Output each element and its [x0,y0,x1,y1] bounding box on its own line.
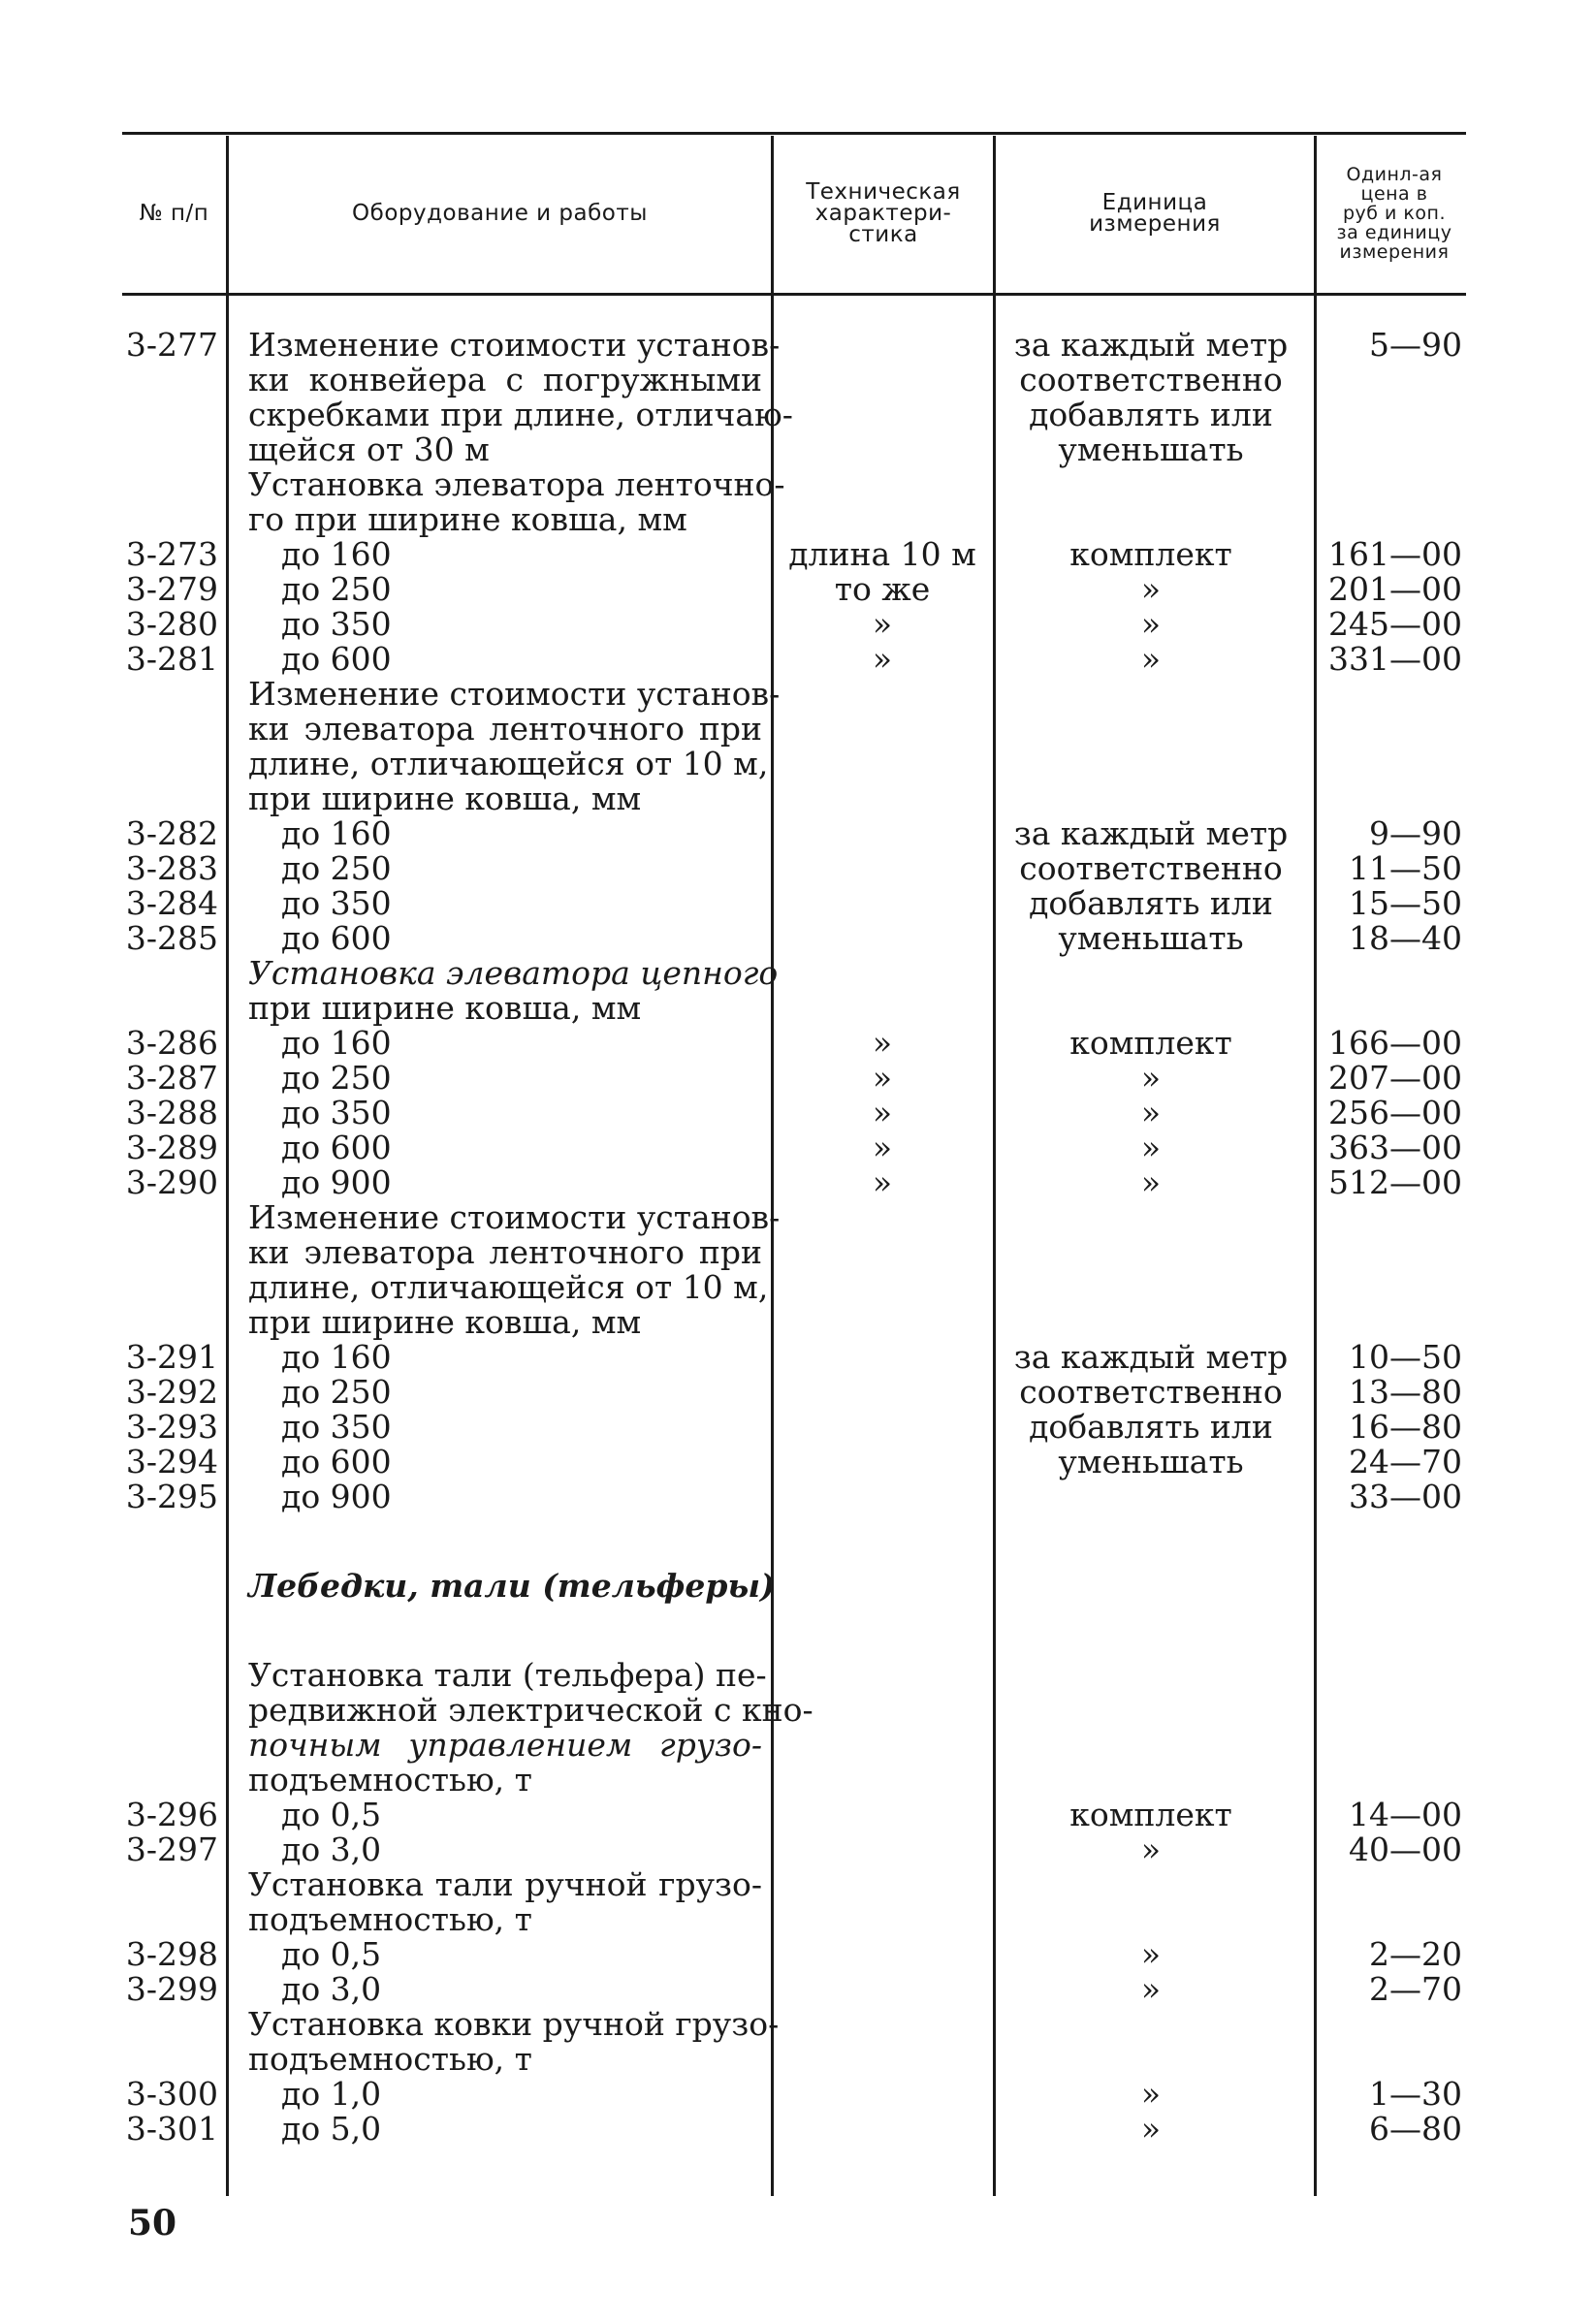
table-row [0,956,1595,991]
unit-of-measure: за каждый метр [1013,1338,1289,1376]
header-price-line: Одинл-ая [1346,164,1443,185]
table-row [0,1305,1595,1340]
table-row [0,1410,1595,1445]
unit-price: 11—50 [1349,849,1462,887]
header-work-label: Оборудование и работы [352,201,648,226]
work-description: Изменение стоимости установ- [248,675,781,713]
unit-price: 2—20 [1369,1935,1462,1973]
work-description: длине, отличающейся от 10 м, [248,1268,769,1306]
item-number: 3-281 [125,640,218,678]
table-row [0,1270,1595,1305]
work-description: Изменение стоимости установ- [248,1198,781,1236]
table-row [0,1480,1595,1514]
unit-of-measure: добавлять или [1029,396,1273,433]
unit-of-measure: » [1140,1059,1162,1097]
header-work [229,136,771,291]
unit-price: 161—00 [1328,535,1462,573]
table-row [0,642,1595,677]
unit-price: 9—90 [1369,814,1462,852]
unit-price: 201—00 [1328,570,1462,608]
unit-of-measure: » [1140,570,1162,608]
header-bottom-rule [122,293,1466,296]
item-number: 3-277 [125,326,218,364]
work-description: до 350 [281,884,392,922]
unit-of-measure: уменьшать [1058,430,1244,468]
header-price-line: за единицу [1336,222,1452,243]
unit-of-measure: добавлять или [1029,1408,1273,1446]
table-row [0,1937,1595,1972]
work-description: до 600 [281,1443,392,1480]
unit-price: 15—50 [1349,884,1462,922]
unit-price: 166—00 [1328,1024,1462,1062]
work-description: до 250 [281,849,392,887]
item-number: 3-300 [125,2075,218,2113]
work-description: Изменение стоимости установ- [248,326,781,364]
work-description: длине, отличающейся от 10 м, [248,745,769,782]
table-row [0,781,1595,816]
unit-price: 10—50 [1349,1338,1462,1376]
unit-price: 2—70 [1369,1970,1462,2008]
table-row [0,1514,1595,1569]
item-number: 3-301 [125,2110,218,2148]
unit-of-measure: добавлять или [1029,884,1273,922]
table-row [0,1061,1595,1096]
table-row [0,2112,1595,2147]
work-description: до 600 [281,640,392,678]
unit-of-measure: » [1140,640,1162,678]
unit-of-measure: » [1140,1094,1162,1131]
table-row [0,1569,1595,1604]
work-description: до 250 [281,1059,392,1097]
table-row [0,398,1595,432]
work-description: до 350 [281,1094,392,1131]
header-num-label: № п/п [139,201,209,226]
technical-spec: длина 10 м [788,535,976,573]
unit-price: 24—70 [1349,1443,1462,1480]
table-row [0,1693,1595,1728]
work-description: до 350 [281,605,392,643]
table-row [0,1867,1595,1902]
work-description: при ширине ковша, мм [248,1303,642,1341]
work-description: до 160 [281,814,392,852]
table-row [0,747,1595,781]
unit-of-measure: » [1140,2110,1162,2148]
table-row [0,432,1595,467]
item-number: 3-294 [125,1443,218,1480]
table-row [0,1763,1595,1798]
work-description: Лебедки, тали (тельферы) [248,1567,776,1605]
work-description: подъемностью, т [248,1900,532,1938]
work-description: подъемностью, т [248,2040,532,2078]
table-row [0,921,1595,956]
unit-price: 207—00 [1328,1059,1462,1097]
unit-of-measure: за каждый метр [1013,326,1289,364]
table-row [0,328,1595,363]
unit-of-measure: уменьшать [1058,919,1244,957]
technical-spec: » [872,1059,893,1097]
item-number: 3-296 [125,1796,218,1833]
work-description: до 5,0 [281,2110,382,2148]
work-description: до 900 [281,1478,392,1515]
item-number: 3-287 [125,1059,218,1097]
unit-of-measure: за каждый метр [1013,814,1289,852]
item-number: 3-289 [125,1129,218,1166]
table-row [0,1902,1595,1937]
unit-of-measure: » [1140,2075,1162,2113]
work-description: до 0,5 [281,1935,382,1973]
item-number: 3-297 [125,1831,218,1868]
work-description: подъемностью, т [248,1761,532,1799]
unit-of-measure: комплект [1069,1024,1232,1062]
item-number: 3-285 [125,919,218,957]
work-description: Установка элеватора ленточно- [248,465,785,503]
header-tech-line: стика [848,222,918,247]
technical-spec: » [872,1094,893,1131]
unit-of-measure: соответственно [1019,361,1283,398]
work-description: до 900 [281,1163,392,1201]
table-row [0,1096,1595,1130]
unit-price: 16—80 [1349,1408,1462,1446]
table-row [0,1200,1595,1235]
item-number: 3-283 [125,849,218,887]
unit-price: 363—00 [1328,1129,1462,1166]
item-number: 3-279 [125,570,218,608]
item-number: 3-298 [125,1935,218,1973]
unit-of-measure: » [1140,1935,1162,1973]
technical-spec: » [872,605,893,643]
work-description: до 0,5 [281,1796,382,1833]
unit-of-measure: соответственно [1019,1373,1283,1411]
table-row [0,607,1595,642]
item-number: 3-288 [125,1094,218,1131]
work-description: до 1,0 [281,2075,382,2113]
work-description: ки элеватора ленточного при [248,710,762,748]
header-tech-line: Техническая [806,179,961,205]
item-number: 3-291 [125,1338,218,1376]
work-description: до 600 [281,1129,392,1166]
item-number: 3-299 [125,1970,218,2008]
table-row [0,2007,1595,2042]
unit-of-measure: соответственно [1019,849,1283,887]
work-description: до 600 [281,919,392,957]
unit-price: 512—00 [1328,1163,1462,1201]
work-description: при ширине ковша, мм [248,989,642,1027]
table-row [0,677,1595,712]
work-description: до 250 [281,1373,392,1411]
table-row [0,712,1595,747]
work-description: Установка элеватора цепного [248,954,779,992]
work-description: щейся от 30 м [248,430,490,468]
unit-price: 245—00 [1328,605,1462,643]
header-price [1317,136,1472,291]
item-number: 3-292 [125,1373,218,1411]
work-description: ки конвейера с погружными [248,361,762,398]
table-row [0,2077,1595,2112]
work-description: Установка ковки ручной грузо- [248,2005,780,2043]
unit-price: 13—80 [1349,1373,1462,1411]
header-unit-line: Единица [1101,190,1208,215]
table-row [0,1972,1595,2007]
table-row [0,1130,1595,1165]
technical-spec: » [872,1163,893,1201]
item-number: 3-284 [125,884,218,922]
unit-price: 331—00 [1328,640,1462,678]
item-number: 3-282 [125,814,218,852]
header-unit [996,136,1314,291]
item-number: 3-273 [125,535,218,573]
item-number: 3-293 [125,1408,218,1446]
table-row [0,886,1595,921]
header-price-line: измерения [1339,241,1450,263]
technical-spec: » [872,1129,893,1166]
unit-of-measure: » [1140,1163,1162,1201]
unit-of-measure: комплект [1069,535,1232,573]
work-description: редвижной электрической с кно- [248,1691,813,1729]
unit-price: 5—90 [1369,326,1462,364]
table-row [0,1832,1595,1867]
page-number: 50 [128,2203,177,2244]
item-number: 3-280 [125,605,218,643]
table-row [0,502,1595,537]
work-description: до 350 [281,1408,392,1446]
table-row [0,851,1595,886]
unit-of-measure: комплект [1069,1796,1232,1833]
table-row [0,537,1595,572]
unit-of-measure: уменьшать [1058,1443,1244,1480]
header-price-line: руб и коп. [1342,203,1446,224]
header-tech [774,136,993,291]
work-description: ки элеватора ленточного при [248,1233,762,1271]
unit-price: 1—30 [1369,2075,1462,2113]
work-description: го при ширине ковша, мм [248,500,687,538]
header-num [122,136,226,291]
unit-of-measure: » [1140,1831,1162,1868]
work-description: до 3,0 [281,1970,382,2008]
unit-price: 6—80 [1369,2110,1462,2148]
table-row [0,1375,1595,1410]
header-tech-line: характери- [814,201,952,226]
unit-price: 256—00 [1328,1094,1462,1131]
work-description: до 250 [281,570,392,608]
unit-price: 18—40 [1349,919,1462,957]
item-number: 3-286 [125,1024,218,1062]
header-price-line: цена в [1360,183,1428,205]
work-description: скребками при длине, отличаю- [248,396,793,433]
technical-spec: » [872,1024,893,1062]
table-row [0,1340,1595,1375]
work-description: до 3,0 [281,1831,382,1868]
unit-price: 33—00 [1349,1478,1462,1515]
table-row [0,1235,1595,1270]
table-row [0,1165,1595,1200]
table-row [0,1728,1595,1763]
table-row [0,1658,1595,1693]
unit-of-measure: » [1140,605,1162,643]
table-row [0,572,1595,607]
table-row [0,1026,1595,1061]
table-row [0,1445,1595,1480]
work-description: Установка тали (тельфера) пе- [248,1656,767,1694]
work-description: Установка тали ручной грузо- [248,1865,762,1903]
technical-spec: то же [834,570,931,608]
table-row [0,363,1595,398]
work-description: до 160 [281,535,392,573]
table-row [0,2042,1595,2077]
table-row [0,816,1595,851]
table-row [0,1798,1595,1832]
unit-of-measure: » [1140,1129,1162,1166]
work-description: до 160 [281,1338,392,1376]
item-number: 3-290 [125,1163,218,1201]
work-description: почным управлением грузо- [248,1726,762,1764]
unit-of-measure: » [1140,1970,1162,2008]
unit-price: 14—00 [1349,1796,1462,1833]
unit-price: 40—00 [1349,1831,1462,1868]
table-top-rule [122,132,1466,135]
table-row [0,467,1595,502]
header-unit-line: измерения [1089,211,1221,237]
item-number: 3-295 [125,1478,218,1515]
work-description: при ширине ковша, мм [248,780,642,817]
table-row [0,1604,1595,1658]
technical-spec: » [872,640,893,678]
work-description: до 160 [281,1024,392,1062]
table-row [0,991,1595,1026]
table-body [0,328,1595,2147]
